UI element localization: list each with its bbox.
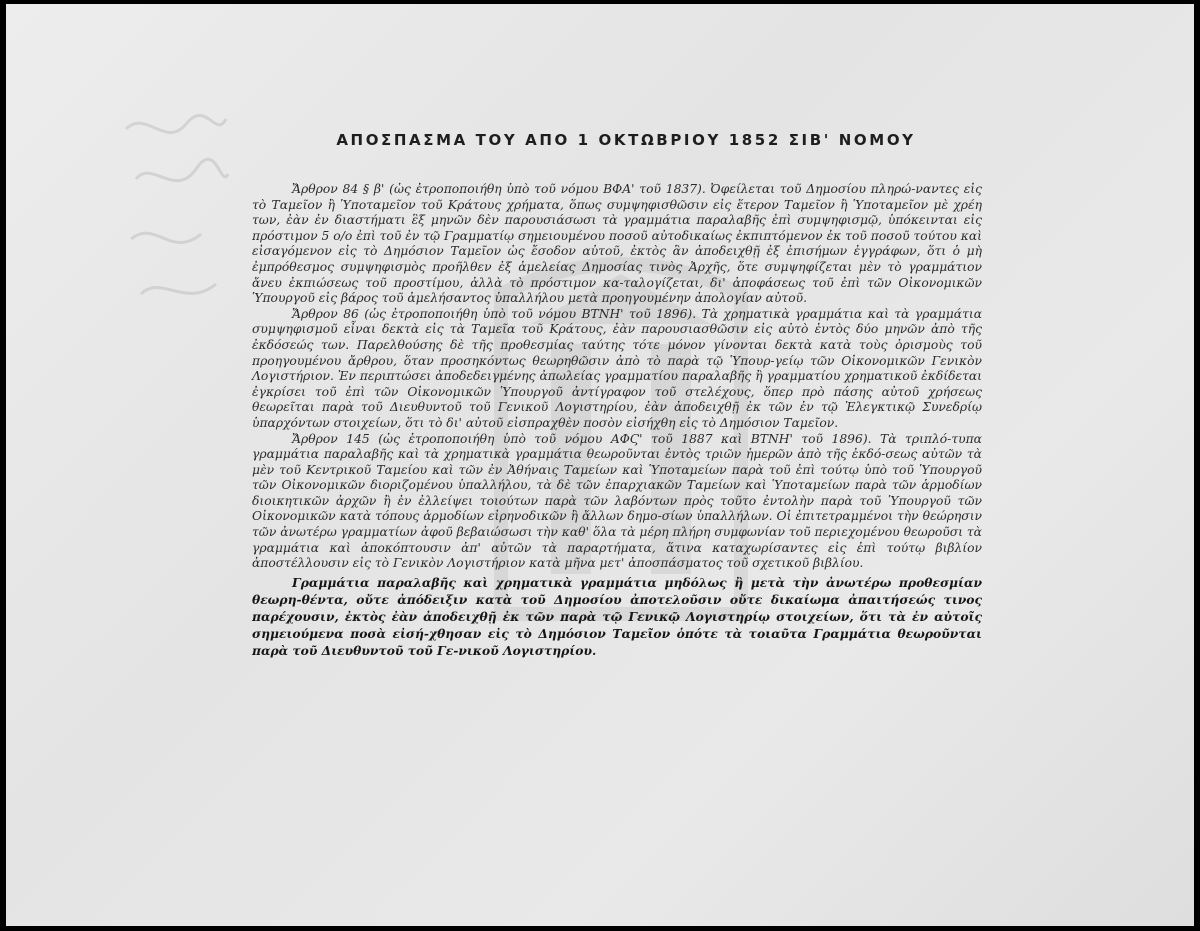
document-title: ΑΠΟΣΠΑΣΜΑ ΤΟΥ ΑΠΟ 1 ΟΚΤΩΒΡΙΟΥ 1852 ΣΙΒ' ΝΟΜΟΥ (336, 131, 916, 149)
document-page (6, 4, 1194, 926)
paragraph-article-84: Ἄρθρον 84 § β' (ὡς ἐτροποποιήθη ὑπὸ τοῦ νόμου ΒΦΑ' τοῦ 1837). Ὀφείλεται τοῦ Δημοσίου πληρώ-ναντες εἰς τὸ Ταμεῖον ἢ Ὑποταμεῖον τοῦ Κράτους χρήματα, ὅπως συμψηφισθῶσιν εἰς ἕτερον Ταμεῖον ἢ Ὑποταμεῖον μὲ χρέη των, ἐὰν ἐν διαστήματι ἓξ μηνῶν δὲν παρουσιάσωσι τὰ γραμμάτια παραλαβῆς ἐπὶ συμψηφισμῷ, ὑπόκεινται εἰς πρόστιμον 5 ο/ο ἐπὶ τοῦ ἐν τῷ Γραμματίῳ σημειουμένου ποσοῦ αὐτοδικαίως ἐκπιπτόμενον ἐκ τοῦ ποσοῦ τούτου καὶ εἰσαγόμενον εἰς τὸ Δημόσιον Ταμεῖον ὡς ἔσοδον αὐτοῦ, ἐκτὸς ἂν ἀποδειχθῇ ἐξ ἐπισήμων ἐγγράφων, ὅτι ὁ μὴ ἐμπρόθεσμος συμψηφισμὸς προῆλθεν ἐξ ἀμελείας Δημοσίας τινὸς Ἀρχῆς, ὅτε συμψηφίζεται μὲν τὸ γραμμάτιον ἄνευ ἐκπιώσεως τοῦ προστίμου, ἀλλὰ τὸ πρόστιμον κα-ταλογίζεται, δι' ἀποφάσεως τοῦ ἐπὶ τῶν Οἰκονομικῶν Ὑπουργοῦ εἰς βάρος τοῦ ἀμελήσαντος ὑπαλλήλου μετὰ προηγουμένην ἀπολογίαν αὐτοῦ. (252, 182, 982, 306)
document-body (252, 182, 982, 659)
faint-handwriting-icon (116, 99, 236, 319)
paragraph-article-86: Ἄρθρον 86 (ὡς ἐτροποποιήθη ὑπὸ τοῦ νόμου ΒΤΝΗ' τοῦ 1896). Τὰ χρηματικὰ γραμμάτια καὶ τὰ γραμμάτια συμψηφισμοῦ εἶναι δεκτὰ εἰς τὰ Ταμεῖα τοῦ Κράτους, ἐὰν παρουσιασθῶσιν εἰς αὐτὸ ἐντὸς δύο μηνῶν ἀπὸ τῆς ἐκδόσεώς των. Παρελθούσης δὲ τῆς προθεσμίας ταύτης τότε μόνον γίνονται δεκτὰ κατὰ τοὺς ὁρισμοὺς τοῦ προηγουμένου ἄρθρου, ὅταν προσηκόντως θεωρηθῶσιν ἀπὸ τὸ παρὰ τῷ Ὑπουρ-γείῳ τῶν Οἰκονομικῶν Γενικὸν Λογιστήριον. Ἐν περιπτώσει ἀποδεδειγμένης ἀπωλείας γραμματίου παραλαβῆς ἢ γραμματίου χρηματικοῦ ἐκδίδεται ἐγκρίσει τοῦ ἐπὶ τῶν Οἰκονομικῶν Ὑπουργοῦ ἀντίγραφον τοῦ στελέχους, ὅπερ πρὸ πάσης αὐτοῦ χρήσεως θεωρεῖται παρὰ τοῦ Διευθυντοῦ τοῦ Γενικοῦ Λογιστηρίου, ἐὰν ἀποδειχθῇ ἐκ τῶν ἐν τῷ Ἐλεγκτικῷ Συνεδρίῳ ὑπαρχόντων στοιχείων, ὅτι τὸ δι' αὐτοῦ εἰσπραχθὲν ποσὸν εἰσήχθη εἰς τὸ Δημόσιον Ταμεῖον. (252, 306, 982, 430)
paragraph-closing-provision: Γραμμάτια παραλαβῆς καὶ χρηματικὰ γραμμάτια μηδόλως ἢ μετὰ τὴν ἀνωτέρω προθεσμίαν θεωρη-θέντα, οὔτε ἀπόδειξιν κατὰ τοῦ Δημοσίου ἀποτελοῦσιν οὔτε δικαίωμα ἀπαιτήσεώς τινος παρέχουσιν, ἐκτὸς ἐὰν ἀποδειχθῇ ἐκ τῶν παρὰ τῷ Γενικῷ Λογιστηρίῳ στοιχείων, ὅτι τὰ ἐν αὐτοῖς σημειούμενα ποσὰ εἰσή-χθησαν εἰς τὸ Δημόσιον Ταμεῖον ὁπότε τὰ τοιαῦτα Γραμμάτια θεωροῦνται παρὰ τοῦ Διευθυντοῦ τοῦ Γε-νικοῦ Λογιστηρίου. (252, 574, 982, 658)
paragraph-article-145: Ἄρθρον 145 (ὡς ἐτροποποιήθη ὑπὸ τοῦ νόμου ΑΦϚ' τοῦ 1887 καὶ ΒΤΝΗ' τοῦ 1896). Τὰ τριπλό-τυπα γραμμάτια παραλαβῆς καὶ τὰ χρηματικὰ γραμμάτια θεωροῦνται ἐντὸς τριῶν ἡμερῶν ἀπὸ τῆς ἐκδό-σεως αὐτῶν τὰ μὲν τοῦ Κεντρικοῦ Ταμείου καὶ τῶν ἐν Ἀθήναις Ταμείων καὶ Ὑποταμείων παρὰ τοῦ ἐπὶ τούτῳ ὑπὸ τοῦ Ὑπουργοῦ τῶν Οἰκονομικῶν διοριζομένου ὑπαλλήλου, τὰ δὲ τῶν ἐπαρχιακῶν Ταμείων καὶ Ὑποταμείων παρὰ τῶν ἁρμοδίων διοικητικῶν ἀρχῶν ἢ ἐν ἐλλείψει τοιούτων παρὰ τῶν λαβόντων πρὸς τοῦτο ἐντολὴν παρὰ τοῦ Ὑπουργοῦ τῶν Οἰκονομικῶν κατὰ τόπους ἁρμοδίων εἰρηνοδικῶν ἢ ἄλλων δημο-σίων ὑπαλλήλων. Οἱ ἐπιτετραμμένοι τὴν θεώρησιν τῶν ἀνωτέρω γραμματίων ἀφοῦ βεβαιώσωσι τὴν καθ' ὅλα τὰ μέρη πλήρη συμφωνίαν τοῦ περιεχομένου θεωροῦσι τὰ γραμμάτια καὶ ἀποκόπτουσιν ἀπ' αὐτῶν τὰ παραρτήματα, ἅτινα καταχωρίσαντες εἰς ἐπὶ τούτῳ βιβλίον ἀποστέλλουσιν εἰς τὸ Γενικὸν Λογιστήριον κατὰ μῆνα μετ' ἀποσπάσματος τοῦ σχετικοῦ βιβλίου. (252, 431, 982, 571)
